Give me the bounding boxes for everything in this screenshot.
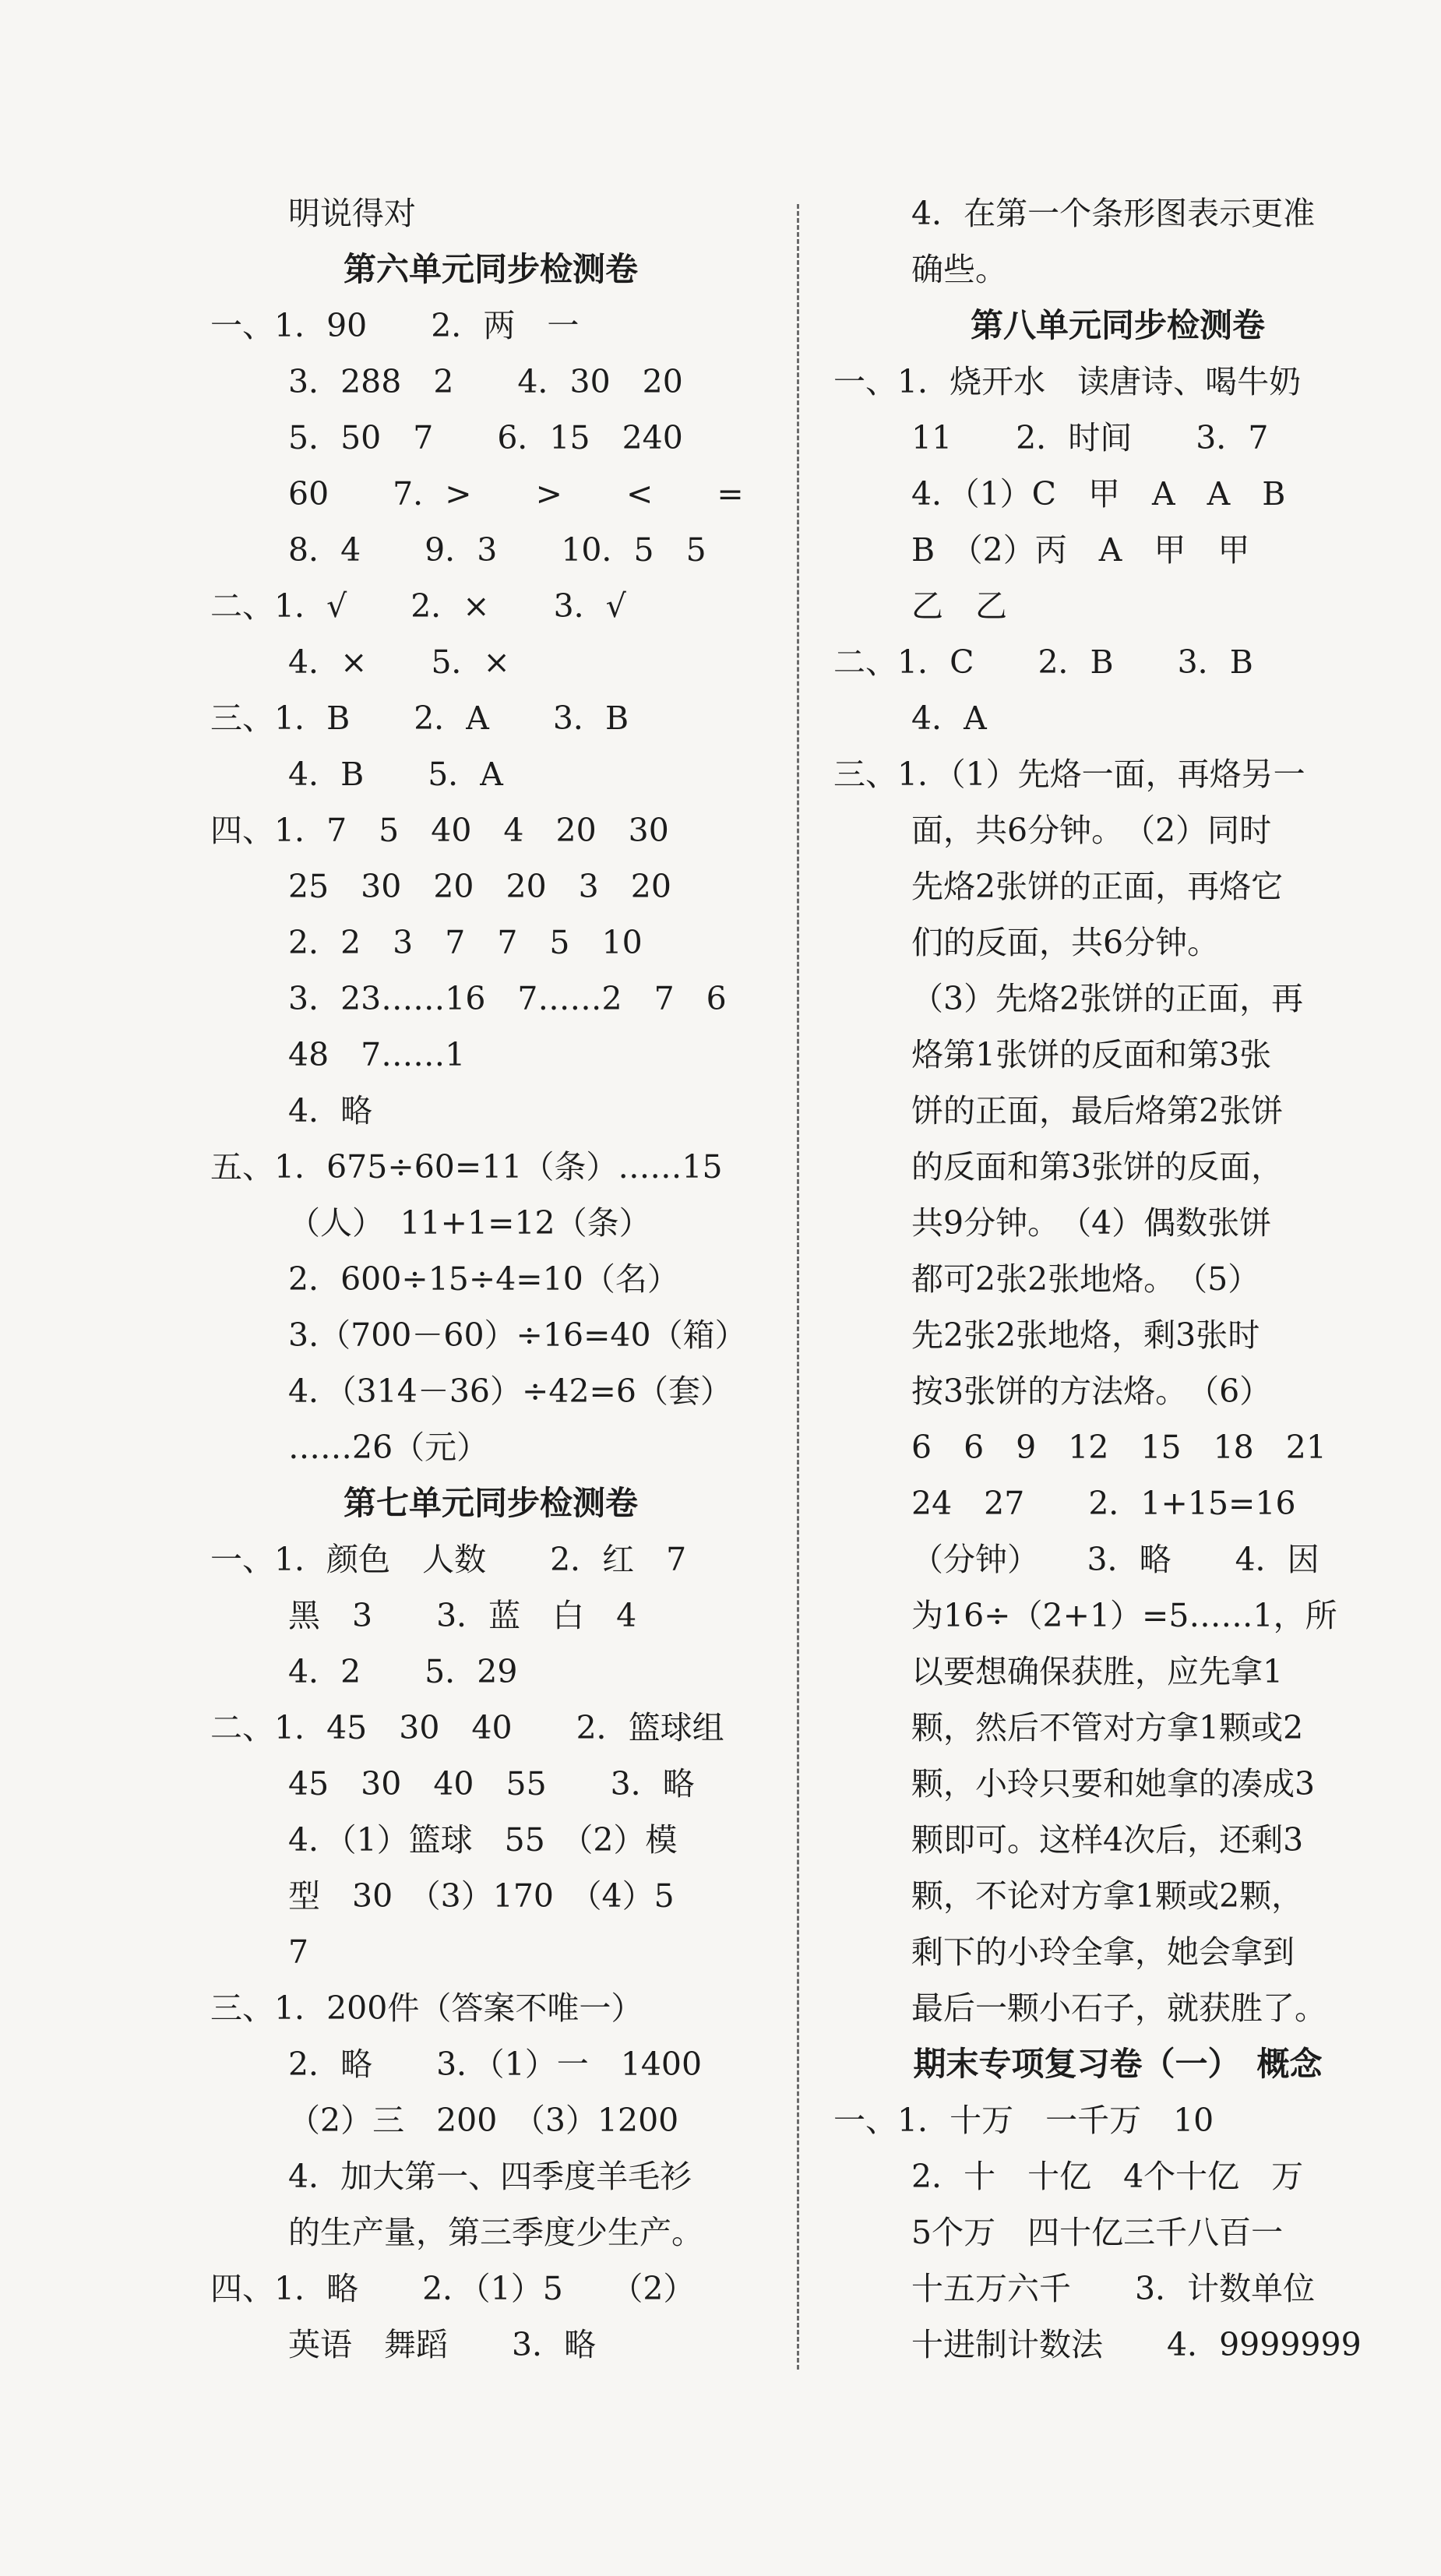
- answer-line: 11 2．时间 3．7: [911, 419, 1269, 456]
- answer-line: 6 6 9 12 15 18 21: [911, 1429, 1326, 1466]
- column-divider: [797, 204, 799, 2370]
- answer-line: 4．在第一个条形图表示更准: [911, 195, 1316, 232]
- answer-line: 24 27 2．1+15=16: [911, 1485, 1296, 1522]
- answer-line: 一、1．颜色 人数 2．红 7: [210, 1541, 687, 1578]
- answer-line: 都可2张2张地烙。 （5）: [911, 1260, 1260, 1298]
- answer-line: 英语 舞蹈 3．略: [288, 2326, 597, 2363]
- answer-line: 最后一颗小石子，就获胜了。: [911, 1989, 1326, 2027]
- answer-line: 的反面和第3张饼的反面，: [911, 1148, 1284, 1186]
- answer-line: 一、1．十万 一千万 10: [833, 2102, 1214, 2139]
- answer-line: （分钟） 3．略 4．因: [911, 1541, 1319, 1578]
- answer-line: 先2张2张地烙，剩3张时: [911, 1316, 1260, 1354]
- answer-line: 明说得对: [288, 195, 416, 232]
- answer-line: 4．（314－36）÷42=6（套）: [288, 1373, 732, 1410]
- answer-line: 按3张饼的方法烙。 （6）: [911, 1373, 1272, 1410]
- answer-line: 一、1．烧开水 读唐诗、喝牛奶: [833, 363, 1302, 400]
- answer-line: 面，共6分钟。 （2）同时: [911, 812, 1272, 849]
- answer-line: 二、1．√ 2．× 3．√: [210, 587, 626, 625]
- answer-line: 2．略 3．（1）一 1400: [288, 2046, 703, 2083]
- answer-line: 三、1．200件（答案不唯一）: [210, 1989, 643, 2027]
- section-heading: 第八单元同步检测卷: [970, 306, 1265, 344]
- answer-line: 五、1．675÷60=11（条）……15: [210, 1148, 723, 1186]
- answer-line: 确些。: [911, 251, 1007, 288]
- answer-line: 60 7．> > < =: [288, 475, 744, 513]
- answer-line: 以要想确保获胜，应先拿1: [911, 1653, 1284, 1690]
- answer-line: 4．× 5．×: [288, 643, 510, 681]
- answer-line: 黑 3 3．蓝 白 4: [288, 1597, 637, 1634]
- answer-line: 8．4 9．3 10．5 5: [288, 531, 706, 569]
- answer-line: 48 7……1: [288, 1036, 466, 1073]
- answer-line: 二、1．45 30 40 2．篮球组: [210, 1709, 724, 1746]
- answer-line: 4．（1）C 甲 A A B: [911, 475, 1286, 513]
- answer-line: 四、1．7 5 40 4 20 30: [210, 812, 669, 849]
- answer-line: 的生产量，第三季度少生产。: [288, 2214, 703, 2251]
- answer-line: 颗即可。这样4次后，还剩3: [911, 1821, 1304, 1859]
- answer-line: 4．2 5．29: [288, 1653, 518, 1690]
- answer-line: ……26（元）: [288, 1429, 489, 1466]
- left-column: [210, 185, 771, 2373]
- answer-line: 3.（700－60）÷16=40（箱）: [288, 1316, 747, 1354]
- answer-line: 剩下的小玲全拿，她会拿到: [911, 1933, 1295, 1971]
- right-column: [833, 185, 1402, 2373]
- answer-line: 5个万 四十亿三千八百一: [911, 2214, 1284, 2251]
- answer-line: 饼的正面，最后烙第2张饼: [911, 1092, 1284, 1129]
- answer-line: 45 30 40 55 3．略: [288, 1765, 695, 1802]
- answer-line: 三、1．B 2．A 3．B: [210, 700, 629, 737]
- answer-line: 2．2 3 7 7 5 10: [288, 924, 643, 961]
- answer-line: 4．B 5．A: [288, 756, 503, 793]
- answer-line: 二、1．C 2．B 3．B: [833, 643, 1253, 681]
- answer-line: 2．600÷15÷4=10（名）: [288, 1260, 679, 1298]
- answer-line: 共9分钟。 （4）偶数张饼: [911, 1204, 1272, 1242]
- answer-line: 7: [288, 1933, 309, 1971]
- answer-line: 们的反面，共6分钟。: [911, 924, 1220, 961]
- section-heading: 第六单元同步检测卷: [343, 250, 638, 288]
- answer-line: 4．（1）篮球 55 （2）模: [288, 1821, 678, 1859]
- answer-line: 烙第1张饼的反面和第3张: [911, 1036, 1272, 1073]
- answer-line: 2．十 十亿 4个十亿 万: [911, 2158, 1304, 2195]
- answer-line: 型 30 （3）170 （4）5: [288, 1877, 675, 1915]
- answer-line: （人） 11+1=12（条）: [288, 1204, 651, 1242]
- answer-line: B （2）丙 A 甲 甲: [911, 531, 1250, 569]
- answer-line: 为16÷（2+1）=5……1，所: [911, 1597, 1337, 1634]
- answer-line: 5．50 7 6．15 240: [288, 419, 683, 456]
- answer-line: 三、1．（1）先烙一面，再烙另一: [833, 756, 1305, 793]
- answer-line: （2）三 200 （3）1200: [288, 2102, 679, 2139]
- section-heading: 第七单元同步检测卷: [343, 1484, 638, 1522]
- answer-line: 十五万六千 3．计数单位: [911, 2270, 1316, 2307]
- answer-line: 四、1．略 2．（1）5 （2）: [210, 2270, 696, 2307]
- answer-line: 4．A: [911, 700, 987, 737]
- answer-line: 4．加大第一、四季度羊毛衫: [288, 2158, 692, 2195]
- answer-line: 先烙2张饼的正面，再烙它: [911, 868, 1284, 905]
- answer-line: 25 30 20 20 3 20: [288, 868, 671, 905]
- answer-line: 颗，然后不管对方拿1颗或2: [911, 1709, 1304, 1746]
- answer-line: （3）先烙2张饼的正面，再: [911, 980, 1304, 1017]
- answer-line: 颗，不论对方拿1颗或2颗，: [911, 1877, 1304, 1915]
- answer-line: 乙 乙: [911, 587, 1007, 625]
- answer-line: 颗，小玲只要和她拿的凑成3: [911, 1765, 1316, 1802]
- section-heading: 期末专项复习卷（一） 概念: [913, 2045, 1323, 2083]
- answer-line: 3．23……16 7……2 7 6: [288, 980, 727, 1017]
- answer-line: 十进制计数法 4．9999999: [911, 2326, 1362, 2363]
- answer-line: 3．288 2 4．30 20: [288, 363, 683, 400]
- answer-line: 一、1．90 2．两 一: [210, 307, 580, 344]
- answer-line: 4．略: [288, 1092, 373, 1129]
